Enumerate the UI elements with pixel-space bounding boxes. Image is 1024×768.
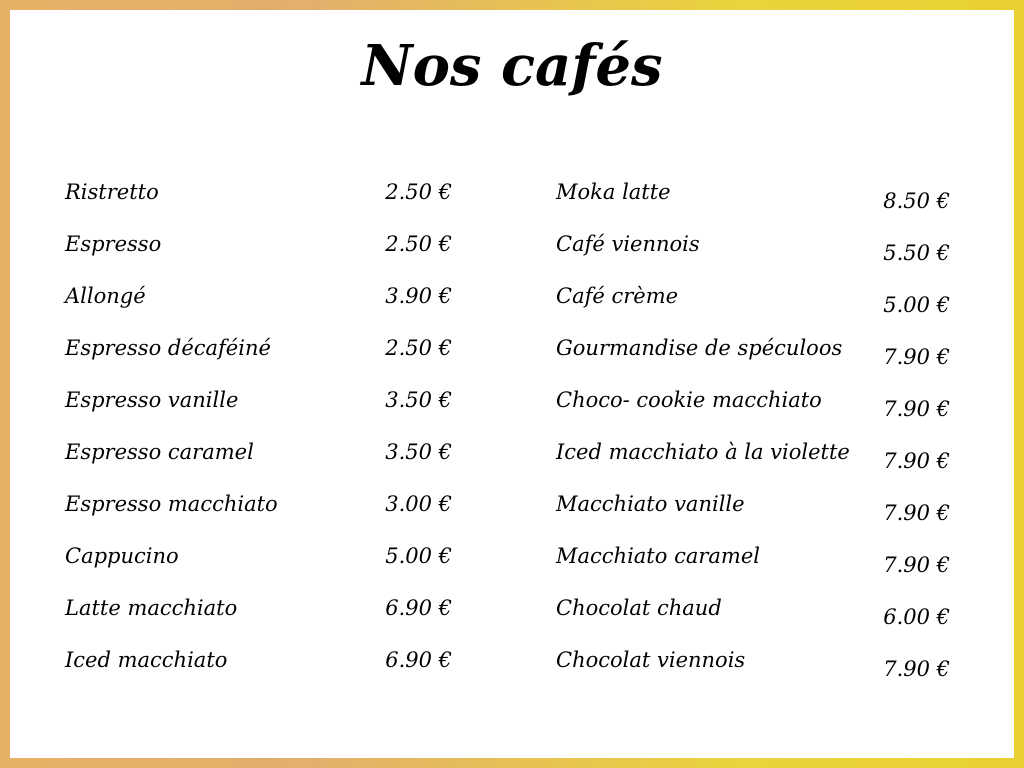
- menu-item-name: Espresso vanille: [65, 388, 239, 412]
- menu-item-name: Iced macchiato: [65, 648, 228, 672]
- menu-item-price: 3.90 €: [385, 284, 452, 308]
- menu-page: [10, 10, 1014, 758]
- menu-item-price: 5.50 €: [883, 241, 950, 265]
- menu-item-name: Allongé: [65, 284, 146, 308]
- menu-item-row: [556, 634, 950, 686]
- menu-item-row: [65, 582, 452, 634]
- page-title: Nos cafés: [361, 33, 663, 99]
- menu-item-row: [65, 270, 452, 322]
- menu-column-right: [556, 166, 950, 686]
- menu-item-name: Café viennois: [556, 232, 700, 256]
- menu-column-left: [65, 166, 452, 686]
- menu-item-price: 2.50 €: [385, 232, 452, 256]
- menu-item-row: [65, 634, 452, 686]
- menu-item-name: Espresso macchiato: [65, 492, 278, 516]
- menu-item-row: [65, 166, 452, 218]
- menu-item-row: [65, 374, 452, 426]
- menu-item-row: [556, 582, 950, 634]
- menu-item-row: [556, 218, 950, 270]
- menu-item-row: [65, 478, 452, 530]
- menu-item-row: [65, 530, 452, 582]
- menu-item-name: Ristretto: [65, 180, 159, 204]
- menu-item-name: Chocolat chaud: [556, 596, 722, 620]
- menu-item-price: 6.90 €: [385, 596, 452, 620]
- menu-item-row: [556, 530, 950, 582]
- menu-item-row: [556, 478, 950, 530]
- menu-item-price: 2.50 €: [385, 180, 452, 204]
- menu-item-name: Cappucino: [65, 544, 179, 568]
- menu-item-price: 7.90 €: [883, 657, 950, 681]
- menu-item-name: Iced macchiato à la violette: [556, 440, 850, 464]
- menu-item-price: 8.50 €: [883, 189, 950, 213]
- menu-item-price: 6.00 €: [883, 605, 950, 629]
- menu-item-name: Espresso caramel: [65, 440, 254, 464]
- menu-item-price: 7.90 €: [883, 345, 950, 369]
- menu-item-price: 3.50 €: [385, 440, 452, 464]
- menu-item-name: Latte macchiato: [65, 596, 238, 620]
- menu-item-name: Café crème: [556, 284, 679, 308]
- menu-item-name: Espresso décaféiné: [65, 336, 271, 360]
- menu-item-price: 6.90 €: [385, 648, 452, 672]
- menu-item-row: [556, 270, 950, 322]
- menu-item-price: 3.00 €: [385, 492, 452, 516]
- menu-item-price: 2.50 €: [385, 336, 452, 360]
- menu-item-row: [556, 374, 950, 426]
- menu-item-row: [556, 426, 950, 478]
- menu-item-price: 7.90 €: [883, 501, 950, 525]
- menu-item-row: [556, 322, 950, 374]
- menu-item-price: 7.90 €: [883, 449, 950, 473]
- menu-item-name: Espresso: [65, 232, 162, 256]
- menu-item-name: Macchiato caramel: [556, 544, 760, 568]
- menu-item-name: Moka latte: [556, 180, 671, 204]
- menu-item-name: Macchiato vanille: [556, 492, 745, 516]
- menu-item-price: 3.50 €: [385, 388, 452, 412]
- menu-item-name: Gourmandise de spéculoos: [556, 336, 843, 360]
- menu-item-price: 7.90 €: [883, 553, 950, 577]
- menu-item-row: [65, 426, 452, 478]
- menu-item-row: [65, 218, 452, 270]
- menu-item-price: 5.00 €: [883, 293, 950, 317]
- menu-item-row: [65, 322, 452, 374]
- menu-item-price: 5.00 €: [385, 544, 452, 568]
- menu-item-name: Choco- cookie macchiato: [556, 388, 822, 412]
- menu-item-row: [556, 166, 950, 218]
- menu-item-name: Chocolat viennois: [556, 648, 746, 672]
- menu-item-price: 7.90 €: [883, 397, 950, 421]
